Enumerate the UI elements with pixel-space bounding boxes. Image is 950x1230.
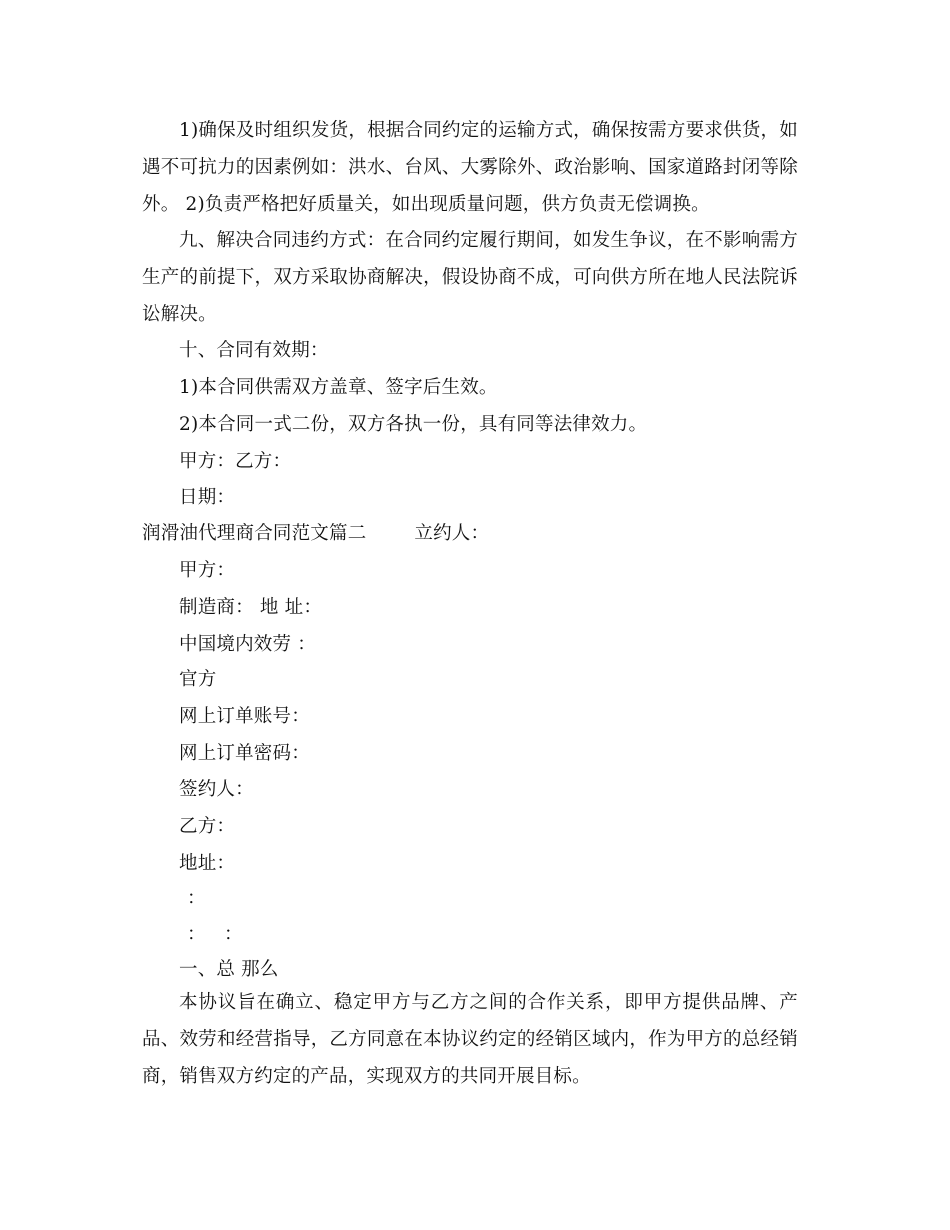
section-two-title-row (142, 523, 489, 545)
date-line: 日期： (179, 487, 236, 508)
signer-line: 签约人： (179, 779, 254, 800)
party-a-label: 甲方： (179, 560, 236, 581)
signatory-label: 立约人： (414, 523, 490, 544)
delivery-paragraph: 1)确保及时组织发货，根据合同约定的运输方式，确保按需方要求供货，如遇不可抗力的因素例如：洪水、台风、大雾除外、政治影响、国家道路封闭等除外。 2)负责严格把好质量关，如出现质量问题，供方负责无偿调换。 (142, 120, 798, 215)
colon-line-2: ： ： (187, 924, 243, 945)
official-line: 官方 (179, 669, 217, 690)
order-account-line: 网上订单账号： (179, 706, 310, 727)
colon-line-1: ： (187, 888, 206, 909)
general-heading: 一、总 那么 (179, 959, 279, 980)
section-two-title: 润滑油代理商合同范文篇二 (142, 523, 367, 544)
domestic-service-line: 中国境内效劳 ： (179, 634, 316, 655)
validity-item-1: 1)本合同供需双方盖章、签字后生效。 (179, 377, 498, 398)
manufacturer-address-line: 制造商： 地 址： (179, 597, 323, 618)
parties-signature-line: 甲方：乙方： (179, 451, 292, 472)
party-b-label: 乙方： (179, 816, 236, 837)
order-password-line: 网上订单密码： (179, 743, 310, 764)
validity-item-2: 2)本合同一式二份，双方各执一份，具有同等法律效力。 (179, 414, 648, 435)
dispute-clause-paragraph: 九、解决合同违约方式：在合同约定履行期间，如发生争议，在不影响需方生产的前提下，双方采取协商解决，假设协商不成，可向供方所在地人民法院诉讼解决。 (142, 230, 798, 325)
validity-heading: 十、合同有效期： (179, 340, 329, 361)
general-body-paragraph: 本协议旨在确立、稳定甲方与乙方之间的合作关系，即甲方提供品牌、产品、效劳和经营指导，乙方同意在本协议约定的经销区域内，作为甲方的总经销商，销售双方约定的产品，实现双方的共同开展目标。 (142, 992, 798, 1087)
address-line: 地址： (179, 853, 236, 874)
